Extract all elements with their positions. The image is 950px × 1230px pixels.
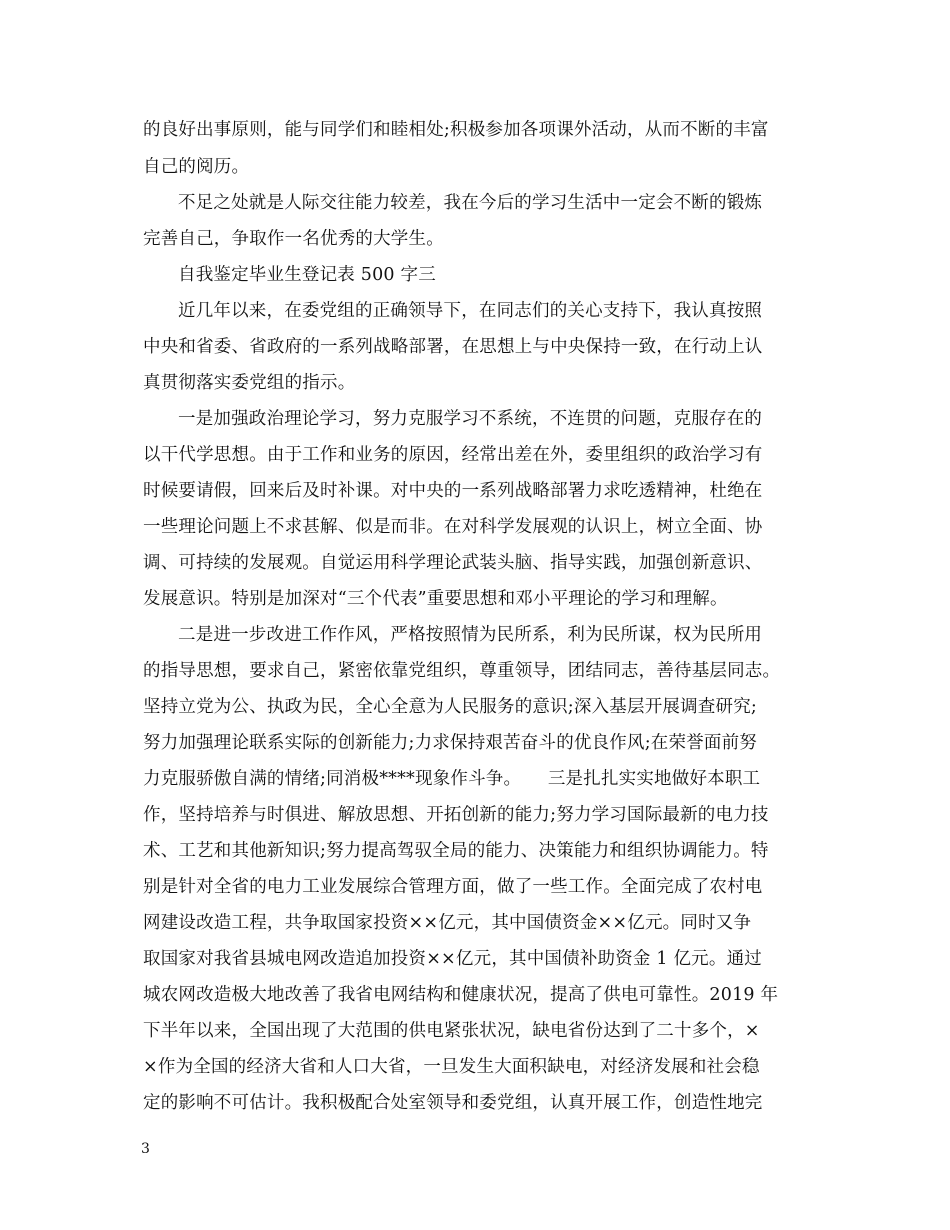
text-line: 作，坚持培养与时俱进、解放思想、开拓创新的能力;努力学习国际最新的电力技 [143, 805, 769, 825]
text-line: 真贯彻落实委党组的指示。 [143, 373, 356, 393]
text-line: 近几年以来，在委党组的正确领导下，在同志们的关心支持下，我认真按照 [178, 301, 763, 321]
text-line: 的良好出事原则，能与同学们和睦相处;积极参加各项课外活动，从而不断的丰富 [143, 120, 769, 140]
text-line: 发展意识。特别是加深对“三个代表”重要思想和邓小平理论的学习和理解。 [143, 589, 728, 609]
text-line: 下半年以来，全国出现了大范围的供电紧张状况，缺电省份达到了二十多个，× [143, 1021, 760, 1041]
text-line: 坚持立党为公、执政为民，全心全意为人民服务的意识;深入基层开展调查研究; [143, 697, 757, 717]
text-line: 时候要请假，回来后及时补课。对中央的一系列战略部署力求吃透精神，杜绝在 [143, 481, 763, 501]
text-line: 一些理论问题上不求甚解、似是而非。在对科学发展观的认识上，树立全面、协 [143, 517, 763, 537]
section-heading: 自我鉴定毕业生登记表 500 字三 [178, 265, 436, 285]
text-line: 术、工艺和其他新知识;努力提高驾驭全局的能力、决策能力和组织协调能力。特 [143, 841, 769, 861]
text-line: 定的影响不可估计。我积极配合处室领导和委党组，认真开展工作，创造性地完 [143, 1093, 763, 1113]
page-number: 3 [141, 1141, 150, 1157]
text-line: 不足之处就是人际交往能力较差，我在今后的学习生活中一定会不断的锻炼 [178, 193, 763, 213]
text-line: 以干代学思想。由于工作和业务的原因，经常出差在外，委里组织的政治学习有 [143, 445, 763, 465]
text-line: 中央和省委、省政府的一系列战略部署，在思想上与中央保持一致，在行动上认 [143, 337, 763, 357]
text-line: 力克服骄傲自满的情绪;同消极****现象作斗争。 三是扎扎实实地做好本职工 [143, 769, 761, 789]
text-line: 调、可持续的发展观。自觉运用科学理论武装头脑、指导实践，加强创新意识、 [143, 553, 763, 573]
text-line: 努力加强理论联系实际的创新能力;力求保持艰苦奋斗的优良作风;在荣誉面前努 [143, 733, 757, 753]
text-line: 一是加强政治理论学习，努力克服学习不系统，不连贯的问题，克服存在的 [178, 409, 763, 429]
text-line: 取国家对我省县城电网改造追加投资××亿元，其中国债补助资金 1 亿元。通过 [143, 949, 762, 969]
text-line: ×作为全国的经济大省和人口大省，一旦发生大面积缺电，对经济发展和社会稳 [143, 1057, 760, 1077]
text-line: 城农网改造极大地改善了我省电网结构和健康状况，提高了供电可靠性。2019 年 [143, 985, 779, 1005]
text-line: 二是进一步改进工作作风，严格按照情为民所系，利为民所谋，权为民所用 [178, 625, 763, 645]
text-line: 完善自己，争取作一名优秀的大学生。 [143, 229, 444, 249]
text-line: 别是针对全省的电力工业发展综合管理方面，做了一些工作。全面完成了农村电 [143, 877, 763, 897]
text-line: 网建设改造工程，共争取国家投资××亿元，其中国债资金××亿元。同时又争 [143, 913, 752, 933]
text-line: 的指导思想，要求自己，紧密依靠党组织，尊重领导，团结同志，善待基层同志。 [143, 661, 781, 681]
text-line: 自己的阅历。 [143, 157, 250, 177]
